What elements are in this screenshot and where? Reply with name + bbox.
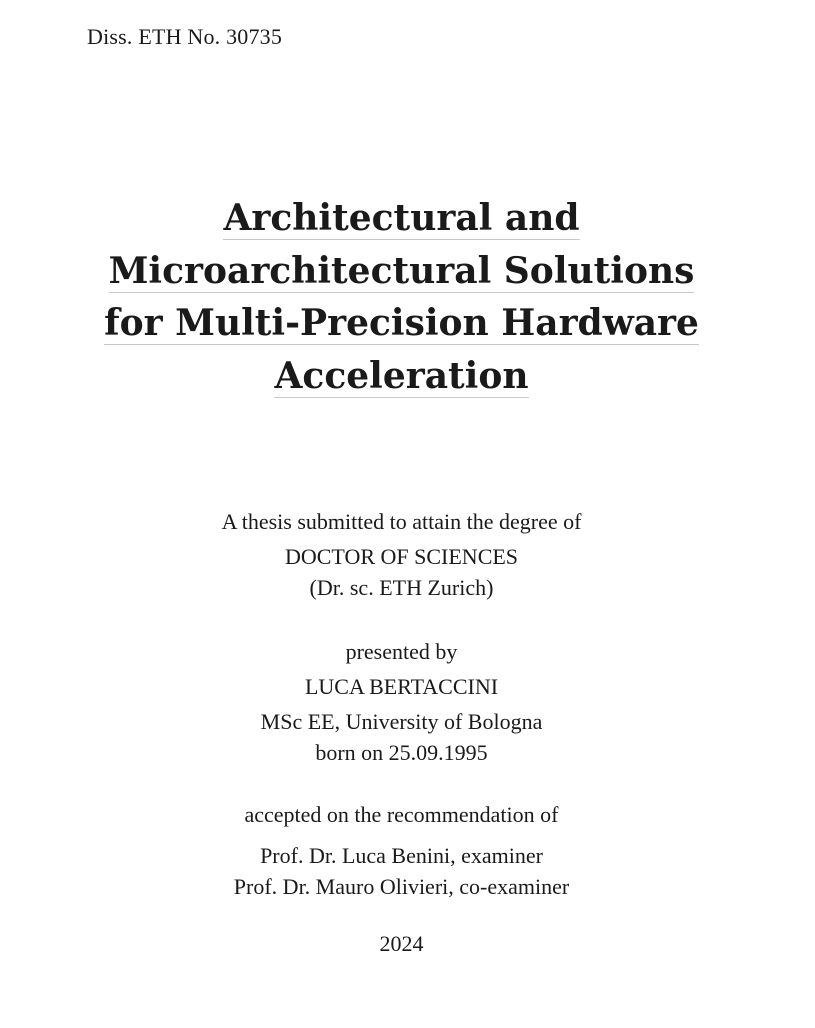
presenter-section [0, 636, 803, 768]
recommendation-section [0, 799, 803, 902]
title-line: for Multi-Precision Hardware [104, 302, 699, 344]
title-line: Acceleration [274, 354, 529, 397]
dissertation-number: Diss. ETH No. 30735 [87, 24, 283, 49]
degree-name: DOCTOR OF SCIENCES [284, 544, 519, 569]
degree-intro: A thesis submitted to attain the degree of [221, 509, 582, 534]
author-prior-degree: MSc EE, University of Bologna [260, 709, 543, 734]
title-line: Architectural and [223, 197, 580, 239]
degree-short: (Dr. sc. ETH Zurich) [309, 575, 494, 600]
author-birthdate: born on 25.09.1995 [315, 740, 488, 765]
author-name: LUCA BERTACCINI [304, 674, 499, 699]
co-examiner: Prof. Dr. Mauro Olivieri, co-examiner [233, 874, 570, 899]
degree-section [0, 506, 803, 603]
title-line: Microarchitectural Solutions [108, 249, 695, 292]
presented-by-label: presented by [345, 639, 458, 664]
publication-year: 2024 [379, 931, 424, 956]
recommendation-intro: accepted on the recommendation of [244, 802, 559, 827]
thesis-title [0, 192, 803, 402]
examiner: Prof. Dr. Luca Benini, examiner [260, 843, 543, 868]
